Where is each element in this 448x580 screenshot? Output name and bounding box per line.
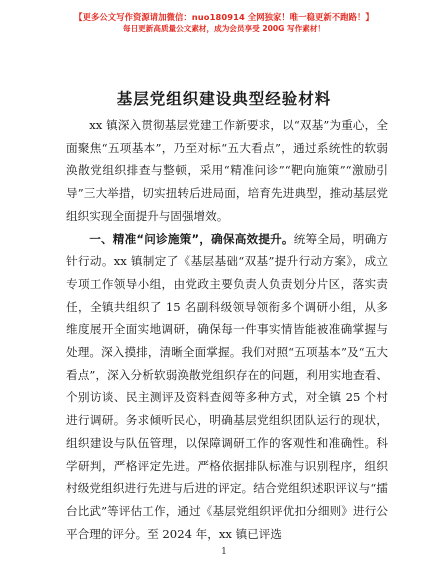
section-1-text-b: xx 镇制定了《基层基础“双基”提升行动方案》，成立专项工作领导小组，由党政主要负责人负责划分片区，落实责任，全镇共组织了 15 名副科级领导领衔多个调研小组，从多维度展开全面实地调研，确保每一件事实情皆能被准确掌握与处理。深入摸排，清晰全面掌握。我们对照“五项基本”及“五大看点”，深入分析软弱涣散党组织存在的问题，利用实地查看、个别访谈、民主测评及资料查阅等多种方式，对全镇 25 个村进行调研。务求倾听民心，明确基层党组织团队运行的现状，组织建设与队伍管理，以保障调研工作的客观性和准确性。科学研判，严格评定先进。严格依据排队标准与识别程序，组织村级党组织进行先进与后进的评定。结合党组织述职评议与“擂台比武”等评估工作，通过《基层党组织评优扣分细则》进行公平合理的评分。至 2024 年，xx 镇已评选 — [66, 254, 388, 541]
promo-banner — [0, 11, 448, 35]
intro-paragraph: xx 镇深入贯彻基层党建工作新要求，以“双基”为重心，全面聚焦“五项基本”，乃至对标“五大看点”，通过系统性的软弱涣散党组织排查与整顿，采用“精准问诊”“靶向施策”“激励引导”三大举措，切实扭转后进局面，培育先进典型，推动基层党组织实现全面提升与固强增效。 — [66, 118, 388, 223]
section-1-heading: 一、精准“问诊施策”，确保高效提升。 — [89, 231, 294, 246]
promo-banner-line-1: 【更多公文写作资源请加微信：nuo180914 全网独家！唯一稳更新不跑路！】 — [74, 12, 374, 22]
document-title: 基层党组织建设典型经验材料 — [116, 90, 332, 108]
promo-banner-line-2: 每日更新高质量公文素材，成为会员享受 200G 写作素材！ — [122, 24, 326, 33]
section-1-paragraph — [66, 228, 388, 546]
document-body — [66, 114, 388, 545]
section-1-text-a: 统筹全局，明确方针行动。 — [66, 231, 388, 269]
page-number: 1 — [221, 547, 227, 557]
